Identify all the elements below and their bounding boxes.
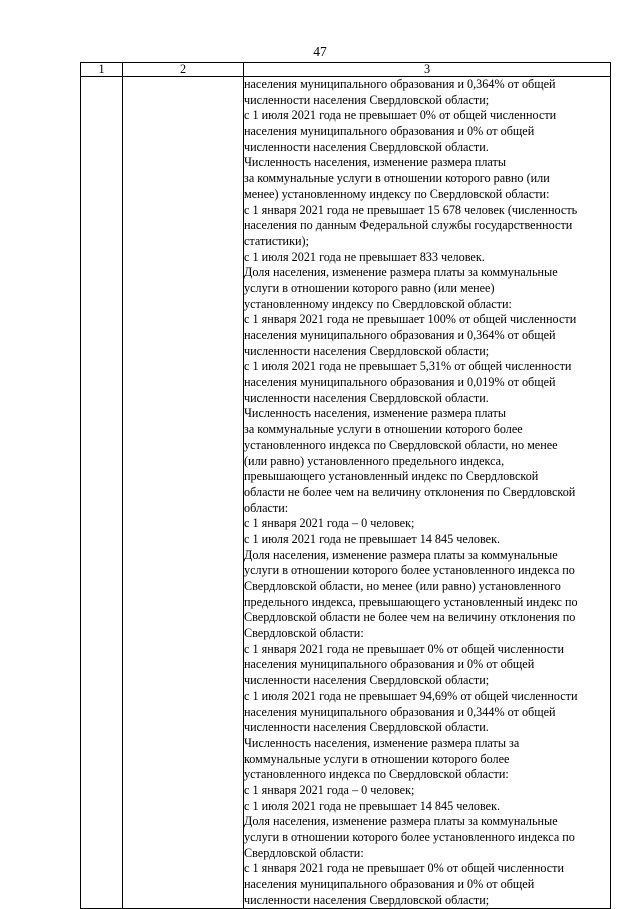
text-line: численности населения Свердловской области;: [244, 673, 490, 688]
text-line: населения муниципального образования и 0,344% от общей: [244, 704, 556, 719]
text-line: численности населения Свердловской области.: [244, 139, 489, 154]
text-line: с 1 июля 2021 года не превышает 833 человек.: [244, 249, 485, 264]
text-line: численности населения Свердловской области;: [244, 892, 490, 907]
text-line: с 1 января 2021 года не превышает 0% от общей численности: [244, 861, 565, 876]
text-line: статистики);: [244, 233, 309, 248]
table-header-row: [81, 63, 611, 77]
text-line: услуги в отношении которого более установленного индекса по: [244, 830, 575, 844]
text-line: численности населения Свердловской области.: [244, 390, 489, 405]
text-line: с 1 июля 2021 года не превышает 14 845 человек.: [244, 798, 501, 813]
column-header-3: 3: [244, 63, 611, 77]
text-line: Численность населения, изменение размера платы: [244, 406, 507, 421]
text-line: установленного индекса по Свердловской области:: [244, 767, 509, 782]
text-line: населения муниципального образования и 0,364% от общей: [244, 328, 556, 342]
text-line: Численность населения, изменение размера платы: [244, 155, 507, 170]
text-line: Доля населения, изменение размера платы за коммунальные: [244, 547, 558, 562]
text-line: населения муниципального образования и 0% от общей: [244, 657, 535, 672]
text-line: превышающего установленный индекс по Свердловской: [244, 469, 539, 484]
text-line: населения муниципального образования и 0,364% от общей: [244, 77, 556, 91]
text-line: населения муниципального образования и 0% от общей: [244, 877, 535, 892]
text-line: с 1 июля 2021 года не превышает 14 845 человек.: [244, 531, 501, 546]
text-line: с 1 января 2021 года не превышает 100% от общей численности: [244, 312, 577, 327]
column-header-2: 2: [123, 63, 244, 77]
table-row: [81, 77, 611, 909]
text-line: менее) установленному индексу по Свердловской области:: [244, 186, 550, 201]
text-line: численности населения Свердловской области.: [244, 720, 489, 735]
text-line: установленному индексу по Свердловской области:: [244, 296, 512, 311]
cell-column-1: [81, 77, 123, 909]
column-header-1: 1: [81, 63, 123, 77]
text-line: численности населения Свердловской области;: [244, 92, 490, 107]
text-line: с 1 июля 2021 года не превышает 5,31% от общей численности: [244, 359, 572, 374]
text-line: установленного индекса по Свердловской области, но менее: [244, 437, 558, 452]
text-line: населения по данным Федеральной службы государственности: [244, 218, 573, 233]
text-line: области:: [244, 500, 289, 515]
text-line: за коммунальные услуги в отношении которого равно (или: [244, 171, 550, 186]
text-line: коммунальные услуги в отношении которого более: [244, 751, 510, 766]
text-line: с 1 января 2021 года – 0 человек;: [244, 782, 415, 797]
text-line: Доля населения, изменение размера платы за коммунальные: [244, 265, 558, 280]
text-line: с 1 июля 2021 года не превышает 94,69% от общей численности: [244, 688, 578, 703]
text-line: с 1 января 2021 года не превышает 0% от общей численности: [244, 641, 565, 656]
text-line: Свердловской области:: [244, 845, 364, 860]
text-line: Свердловской области, но менее (или равно) установленного: [244, 579, 561, 593]
text-line: Численность населения, изменение размера платы за: [244, 735, 520, 750]
text-line: услуги в отношении которого равно (или менее): [244, 280, 495, 295]
text-line: населения муниципального образования и 0,019% от общей: [244, 375, 556, 390]
text-line: Доля населения, изменение размера платы за коммунальные: [244, 814, 558, 829]
text-line: Свердловской области:: [244, 626, 364, 641]
text-line: области не более чем на величину отклонения по Свердловской: [244, 484, 576, 499]
cell-column-3: [244, 77, 611, 909]
text-line: за коммунальные услуги в отношении которого более: [244, 422, 523, 437]
text-line: численности населения Свердловской области;: [244, 343, 490, 358]
text-line: с 1 января 2021 года – 0 человек;: [244, 516, 415, 531]
text-line: Свердловской области не более чем на величину отклонения по: [244, 610, 576, 625]
text-line: (или равно) установленного предельного индекса,: [244, 453, 505, 468]
text-line: с 1 января 2021 года не превышает 15 678 человек (численность: [244, 202, 578, 217]
text-line: населения муниципального образования и 0% от общей: [244, 124, 535, 139]
text-line: услуги в отношении которого более установленного индекса по: [244, 563, 575, 578]
page-number: 47: [313, 44, 327, 59]
document-table: [80, 62, 611, 909]
text-line: предельного индекса, превышающего установленный индекс по: [244, 594, 578, 609]
text-line: с 1 июля 2021 года не превышает 0% от общей численности: [244, 108, 557, 123]
cell-column-2: [123, 77, 244, 909]
